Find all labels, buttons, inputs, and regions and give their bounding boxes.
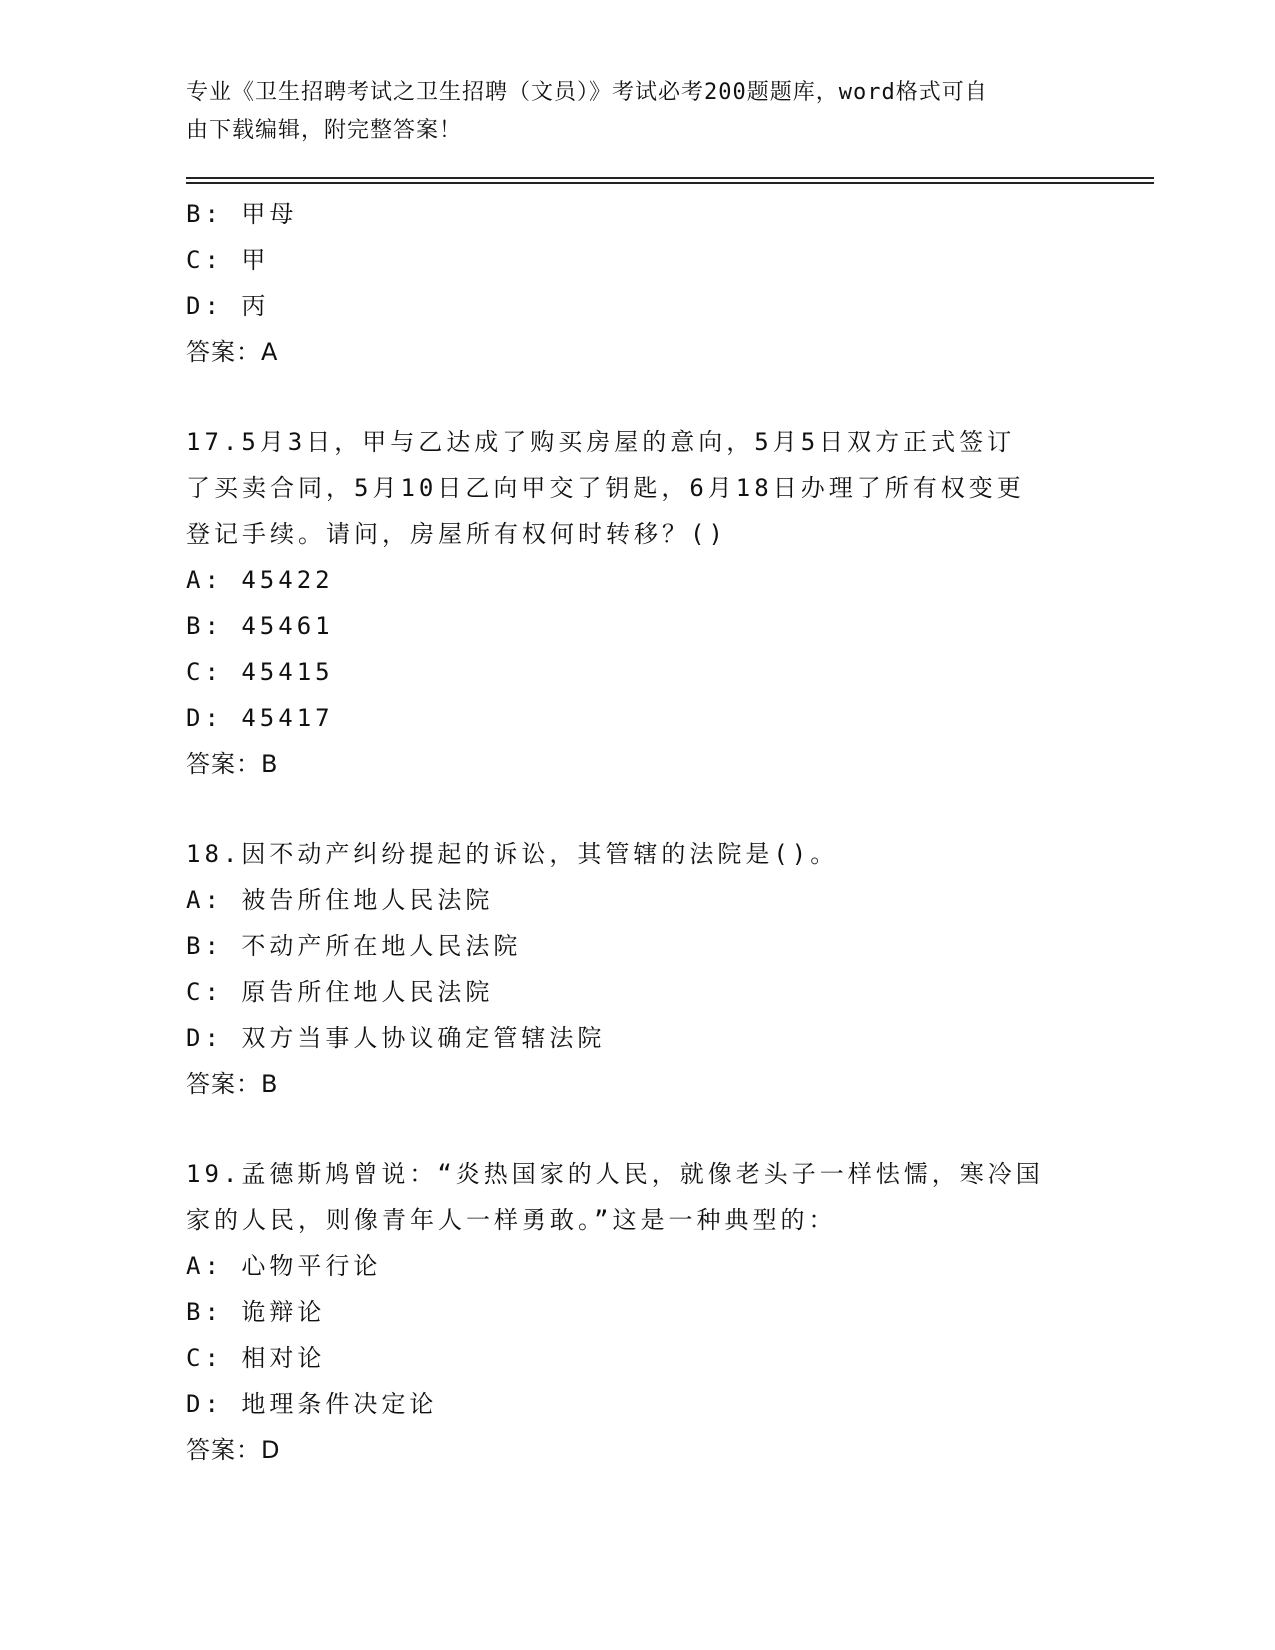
option-b: B: 甲母 xyxy=(186,200,298,228)
option-b: B: 不动产所在地人民法院 xyxy=(186,932,522,960)
question-text-line: 了买卖合同，5月10日乙向甲交了钥匙，6月18日办理了所有权变更 xyxy=(186,474,1025,502)
question-spacer xyxy=(186,1107,1096,1151)
option-c: C: 原告所住地人民法院 xyxy=(186,978,494,1006)
option-a: A: 被告所住地人民法院 xyxy=(186,886,494,914)
header-divider-top xyxy=(186,177,1154,179)
option-b: B: 诡辩论 xyxy=(186,1298,326,1326)
document-body xyxy=(186,191,1096,1473)
header-divider-bottom xyxy=(186,182,1154,184)
header-line-1: 专业《卫生招聘考试之卫生招聘（文员）》考试必考200题题库，word格式可自 xyxy=(186,80,988,105)
option-d: D: 双方当事人协议确定管辖法院 xyxy=(186,1024,606,1052)
question-spacer xyxy=(186,787,1096,831)
option-d: D: 丙 xyxy=(186,292,270,320)
question-block-17 xyxy=(186,419,1096,787)
answer-label: 答案：D xyxy=(186,1436,281,1464)
question-spacer xyxy=(186,375,1096,419)
question-text-line: 家的人民，则像青年人一样勇敢。”这是一种典型的： xyxy=(186,1206,837,1234)
question-text-line: 18.因不动产纠纷提起的诉讼，其管辖的法院是()。 xyxy=(186,840,839,868)
option-a: A: 45422 xyxy=(186,566,334,594)
question-block-16-tail xyxy=(186,191,1096,375)
answer-label: 答案：B xyxy=(186,750,279,778)
option-d: D: 地理条件决定论 xyxy=(186,1390,438,1418)
option-a: A: 心物平行论 xyxy=(186,1252,382,1280)
option-c: C: 45415 xyxy=(186,658,334,686)
question-block-19 xyxy=(186,1151,1096,1473)
answer-label: 答案：B xyxy=(186,1070,279,1098)
option-c: C: 相对论 xyxy=(186,1344,326,1372)
answer-label: 答案：A xyxy=(186,338,279,366)
question-text-line: 19.孟德斯鸠曾说：“炎热国家的人民，就像老头子一样怯懦，寒冷国 xyxy=(186,1160,1044,1188)
question-block-18 xyxy=(186,831,1096,1107)
header-line-2: 由下载编辑，附完整答案！ xyxy=(186,118,463,143)
question-text-line: 17.5月3日，甲与乙达成了购买房屋的意向，5月5日双方正式签订 xyxy=(186,428,1016,456)
question-text-line: 登记手续。请问，房屋所有权何时转移？() xyxy=(186,520,727,548)
document-header xyxy=(186,74,1066,150)
option-b: B: 45461 xyxy=(186,612,334,640)
option-d: D: 45417 xyxy=(186,704,334,732)
option-c: C: 甲 xyxy=(186,246,270,274)
